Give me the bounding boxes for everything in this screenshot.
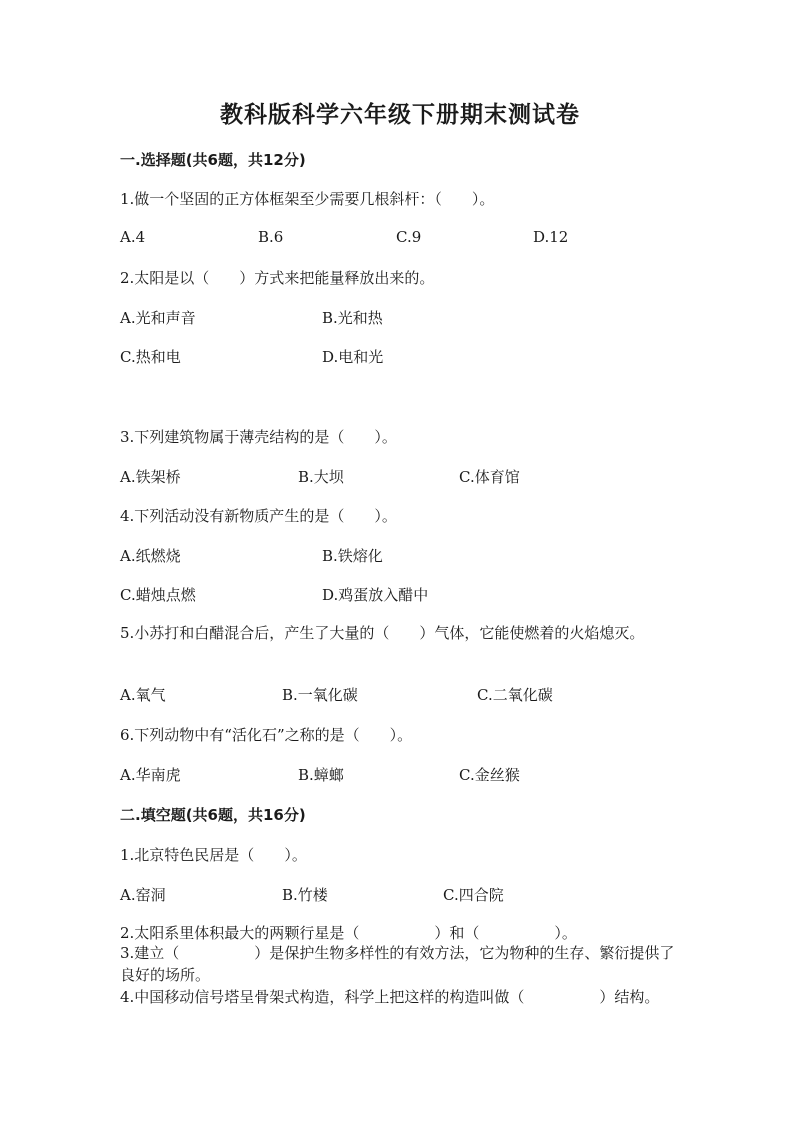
option-b: B.6: [258, 228, 284, 246]
option-b: B.竹楼: [282, 886, 328, 904]
page-title: 教科版科学六年级下册期末测试卷: [220, 101, 580, 128]
option-a: A.4: [120, 228, 146, 246]
option-a: A.光和声音: [120, 309, 196, 327]
question-3: 3.下列建筑物属于薄壳结构的是（ ）。: [120, 428, 397, 446]
option-d: D.12: [533, 228, 569, 246]
section-heading-fill: 二.填空题(共6题，共16分): [120, 806, 306, 824]
option-b: B.蟑螂: [298, 766, 344, 784]
option-a: A.华南虎: [120, 766, 181, 784]
option-b: B.铁熔化: [322, 547, 383, 565]
option-b: B.一氧化碳: [282, 686, 358, 704]
question-4: 4.下列活动没有新物质产生的是（ ）。: [120, 507, 397, 525]
option-c: C.金丝猴: [459, 766, 520, 784]
option-a: A.纸燃烧: [120, 547, 181, 565]
question-5: 5.小苏打和白醋混合后，产生了大量的（ ）气体，它能使燃着的火焰熄灭。: [120, 624, 645, 642]
option-a: A.铁架桥: [120, 468, 181, 486]
option-b: B.光和热: [322, 309, 383, 327]
question-2: 2.太阳是以（ ）方式来把能量释放出来的。: [120, 269, 435, 287]
option-c: C.蜡烛点燃: [120, 586, 196, 604]
option-c: C.二氧化碳: [477, 686, 553, 704]
question-3: 3.建立（ ）是保护生物多样性的有效方法，它为物种的生存、繁衍提供了良好的场所。: [120, 944, 675, 984]
option-c: C.热和电: [120, 348, 181, 366]
question-1: 1.做一个坚固的正方体框架至少需要几根斜杆：（ ）。: [120, 190, 495, 208]
question-6: 6.下列动物中有“活化石”之称的是（ ）。: [120, 726, 413, 744]
question-4: 4.中国移动信号塔呈骨架式构造，科学上把这样的构造叫做（ ）结构。: [120, 988, 660, 1006]
option-a: A.窑洞: [120, 886, 166, 904]
question-1: 1.北京特色民居是（ ）。: [120, 846, 307, 864]
option-a: A.氧气: [120, 686, 166, 704]
section-heading-choice: 一.选择题(共6题，共12分): [120, 151, 306, 169]
option-d: D.电和光: [322, 348, 384, 366]
question-2: 2.太阳系里体积最大的两颗行星是（ ）和（ ）。: [120, 924, 577, 942]
option-b: B.大坝: [298, 468, 344, 486]
option-c: C.9: [396, 228, 422, 246]
option-d: D.鸡蛋放入醋中: [322, 586, 429, 604]
option-c: C.四合院: [443, 886, 504, 904]
option-c: C.体育馆: [459, 468, 520, 486]
